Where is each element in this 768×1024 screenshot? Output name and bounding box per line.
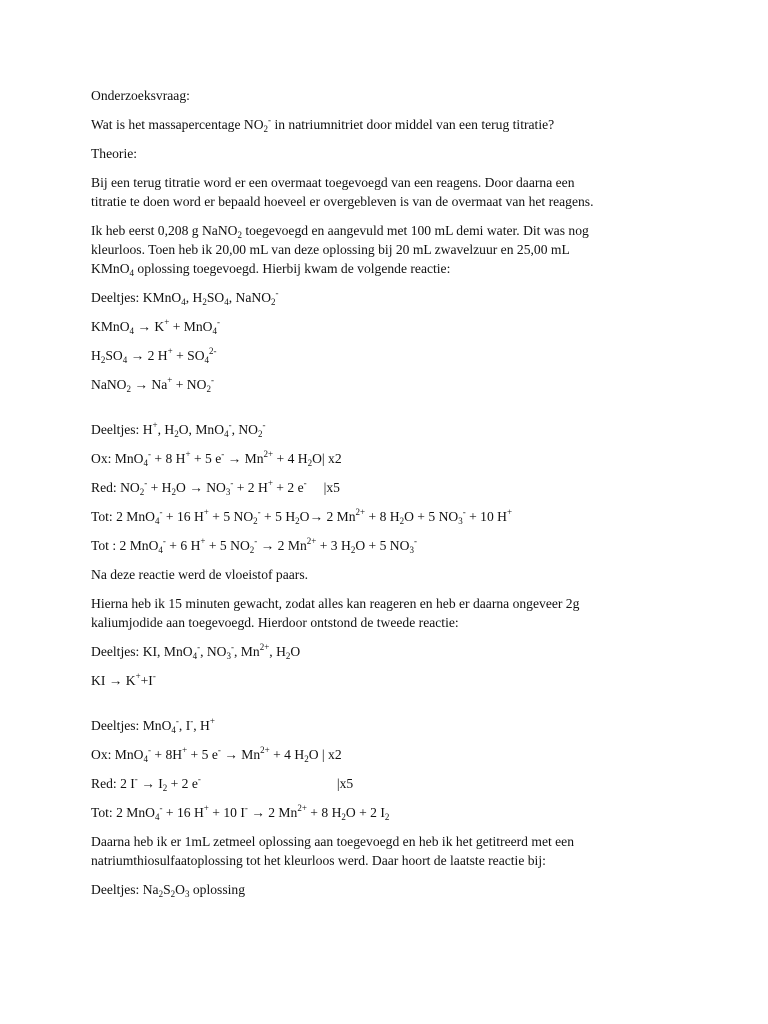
text-run: toegevoegd en aangevuld met 100 mL demi water. Dit was nog	[241, 223, 589, 238]
text-run: + SO	[172, 348, 205, 363]
superscript: 2+	[260, 745, 270, 755]
text-run: + 8 H	[151, 451, 186, 466]
particles-line	[91, 420, 691, 439]
subscript: 2	[384, 812, 390, 822]
superscript: -	[148, 449, 151, 459]
text-run: Deeltjes: Na	[91, 882, 159, 897]
procedure-line	[91, 832, 691, 851]
theory-line	[91, 173, 691, 192]
text-run: |x5	[306, 480, 340, 495]
text-run: O | x2	[308, 747, 342, 762]
text-run: → 2 H	[127, 348, 168, 363]
text-run: , H	[269, 644, 286, 659]
text-run: → K	[134, 319, 165, 334]
superscript: +	[152, 420, 158, 430]
research-question	[91, 115, 691, 134]
text-run: Red: 2 I	[91, 776, 135, 791]
oxidation-equation	[91, 745, 691, 764]
subscript: 4	[224, 297, 229, 307]
text-run: + MnO	[169, 319, 213, 334]
superscript: +	[164, 317, 170, 327]
particles-line	[91, 642, 691, 661]
superscript: -	[134, 774, 138, 784]
subscript: 3	[458, 516, 463, 526]
subscript: 4	[155, 812, 160, 822]
procedure-line	[91, 851, 691, 870]
superscript: -	[159, 803, 163, 813]
superscript: +	[209, 716, 215, 726]
subscript: 4	[143, 458, 148, 468]
text-run: + NO	[172, 377, 207, 392]
text-run: Theorie:	[91, 146, 138, 161]
text-run: + 8 H	[306, 805, 342, 820]
superscript: -	[268, 115, 272, 125]
text-run: S	[163, 882, 171, 897]
subscript: 2	[304, 754, 309, 764]
procedure-line	[91, 240, 691, 259]
subscript: 2	[202, 297, 207, 307]
subscript: 2	[174, 429, 179, 439]
superscript: +	[267, 478, 273, 488]
superscript: -	[462, 507, 466, 517]
text-run: Ox: MnO	[91, 451, 144, 466]
text-run: + 4 H	[269, 747, 305, 762]
superscript: -	[275, 288, 279, 298]
text-run: + 8 H	[365, 509, 400, 524]
subscript: 4	[143, 754, 148, 764]
text-run: , H	[157, 422, 175, 437]
text-run: , NO	[200, 644, 227, 659]
superscript: -	[217, 745, 221, 755]
text-run: + 2 e	[167, 776, 198, 791]
superscript: 2+	[263, 449, 274, 459]
heading-theory	[91, 144, 691, 163]
total-equation	[91, 507, 691, 526]
subscript: 4	[171, 725, 176, 735]
text-run: in natriumnitriet door middel van een terug titratie?	[271, 117, 555, 132]
text-run: Ox: MnO	[91, 747, 144, 762]
equation-line	[91, 375, 691, 394]
subscript: 2	[100, 355, 106, 365]
text-run: O→ 2 Mn	[299, 509, 356, 524]
subscript: 2	[158, 889, 164, 899]
text-run: , I	[178, 718, 191, 733]
text-run: titratie te doen word er bepaald hoeveel er overgebleven is van de overmaat van het reagens.	[91, 194, 594, 209]
text-run: + 5 NO	[205, 538, 250, 553]
subscript: 4	[224, 429, 229, 439]
superscript: -	[210, 375, 214, 385]
text-run: Tot: 2 MnO	[91, 805, 155, 820]
subscript: 4	[181, 297, 186, 307]
superscript: +	[507, 507, 513, 517]
subscript: 2	[237, 230, 242, 240]
text-run: kleurloos. Toen heb ik 20,00 mL van deze oplossing bij 20 mL zwavelzuur en 25,00 mL	[91, 242, 570, 257]
text-run: KMnO	[91, 261, 130, 276]
text-run: + 2 H	[233, 480, 268, 495]
particles-line	[91, 288, 691, 307]
subscript: 4	[155, 516, 160, 526]
subscript: 2	[206, 384, 211, 394]
superscript: -	[221, 449, 225, 459]
text-run: SO	[105, 348, 123, 363]
subscript: 2	[171, 487, 176, 497]
superscript: -	[148, 745, 151, 755]
superscript: 2+	[355, 507, 366, 517]
text-run: + 5 e	[190, 451, 222, 466]
superscript: -	[303, 478, 307, 488]
particles-line	[91, 880, 691, 899]
subscript: 3	[184, 889, 190, 899]
blank-line	[91, 404, 691, 420]
superscript: -	[230, 478, 234, 488]
superscript: +	[135, 671, 141, 681]
subscript: 4	[122, 355, 128, 365]
text-run: + 5 H	[260, 509, 296, 524]
theory-line	[91, 192, 691, 211]
subscript: 4	[129, 326, 135, 336]
subscript: 2	[307, 458, 313, 468]
procedure-line	[91, 613, 691, 632]
subscript: 2	[249, 545, 255, 555]
text-run: + 5 e	[187, 747, 218, 762]
superscript: +	[200, 536, 206, 546]
superscript: -	[197, 774, 201, 784]
subscript: 2	[285, 651, 291, 661]
subscript: 4	[158, 545, 163, 555]
subscript: 4	[212, 326, 217, 336]
text-run: |x5	[200, 776, 354, 791]
superscript: -	[159, 507, 163, 517]
equation-line	[91, 346, 691, 365]
subscript: 2	[162, 783, 168, 793]
observation-line	[91, 565, 691, 584]
text-run: → 2 Mn	[257, 538, 307, 553]
superscript: -	[152, 671, 156, 681]
text-run: oplossing	[189, 882, 245, 897]
superscript: +	[203, 803, 209, 813]
text-run: + 16 H	[162, 509, 204, 524]
heading-research-question	[91, 86, 691, 105]
text-run: + 3 H	[316, 538, 351, 553]
superscript: -	[413, 536, 417, 546]
text-run: Deeltjes: KI, MnO	[91, 644, 193, 659]
subscript: 3	[409, 545, 414, 555]
text-run: O	[290, 644, 301, 659]
text-run: + 16 H	[162, 805, 204, 820]
text-run: SO	[206, 290, 225, 305]
text-run: O + 5 NO	[355, 538, 410, 553]
superscript: -	[190, 716, 194, 726]
text-run: , Mn	[234, 644, 260, 659]
text-run: O + 5 NO	[404, 509, 459, 524]
superscript: -	[231, 642, 234, 652]
subscript: 2	[399, 516, 405, 526]
subscript: 2	[263, 124, 269, 134]
superscript: +	[203, 507, 209, 517]
text-run: Tot : 2 MnO	[91, 538, 159, 553]
subscript: 4	[192, 651, 198, 661]
superscript: 2+	[259, 642, 270, 652]
superscript: -	[162, 536, 166, 546]
subscript: 2	[139, 487, 145, 497]
text-run: Tot: 2 MnO	[91, 509, 155, 524]
text-run: → 2 Mn	[247, 805, 298, 820]
procedure-line	[91, 594, 691, 613]
text-run: KI → K	[91, 673, 136, 688]
text-run: → Na	[131, 377, 168, 392]
text-run: + 5 NO	[208, 509, 254, 524]
subscript: 2	[295, 516, 300, 526]
text-run: NaNO	[91, 377, 127, 392]
text-run: + 10 H	[465, 509, 507, 524]
superscript: -	[197, 642, 201, 652]
text-run: + 10 I	[208, 805, 245, 820]
text-run: + 2 e	[272, 480, 304, 495]
superscript: 2+	[297, 803, 307, 813]
text-run: , H	[193, 718, 210, 733]
text-run: O → NO	[176, 480, 226, 495]
text-run: Bij een terug titratie word er een overmaat toegevoegd van een reagens. Door daarna een	[91, 175, 575, 190]
text-run: Onderzoeksvraag:	[91, 88, 190, 103]
subscript: 2	[253, 516, 258, 526]
text-run: natriumthiosulfaatoplossing tot het kleurloos werd. Daar hoort de laatste reactie bij:	[91, 853, 546, 868]
text-run: , NaNO	[228, 290, 272, 305]
equation-line	[91, 671, 691, 690]
oxidation-equation	[91, 449, 691, 468]
text-run: Wat is het massapercentage NO	[91, 117, 264, 132]
text-run: O| x2	[312, 451, 342, 466]
text-run: O, MnO	[178, 422, 225, 437]
text-run: Hierna heb ik 15 minuten gewacht, zodat alles kan reageren en heb er daarna ongeveer 2g	[91, 596, 580, 611]
superscript: -	[228, 420, 232, 430]
superscript: -	[175, 716, 179, 726]
text-run: KMnO	[91, 319, 130, 334]
text-run: Na deze reactie werd de vloeistof paars.	[91, 567, 309, 582]
text-run: , H	[185, 290, 203, 305]
text-run: +I	[140, 673, 153, 688]
reduction-equation	[91, 774, 691, 793]
text-run: → Mn	[220, 747, 261, 762]
reduction-equation	[91, 478, 691, 497]
superscript: -	[262, 420, 266, 430]
blank-line	[91, 700, 691, 716]
procedure-line	[91, 259, 691, 278]
superscript: +	[185, 449, 191, 459]
text-run: + 8H	[151, 747, 183, 762]
text-run: O + 2 I	[345, 805, 385, 820]
text-run: kaliumjodide aan toegevoegd. Hierdoor ontstond de tweede reactie:	[91, 615, 459, 630]
equation-line	[91, 317, 691, 336]
text-run: + 6 H	[165, 538, 201, 553]
text-run: Deeltjes: KMnO	[91, 290, 182, 305]
subscript: 2	[170, 889, 176, 899]
text-run: Deeltjes: MnO	[91, 718, 172, 733]
subscript: 2	[350, 545, 356, 555]
text-run: + H	[147, 480, 172, 495]
superscript: -	[244, 803, 248, 813]
subscript: 3	[226, 651, 231, 661]
total-equation	[91, 536, 691, 555]
subscript: 3	[225, 487, 231, 497]
document-page	[91, 86, 691, 899]
superscript: +	[167, 375, 173, 385]
superscript: -	[254, 536, 258, 546]
text-run: → I	[137, 776, 163, 791]
text-run: O	[175, 882, 185, 897]
text-run: H	[91, 348, 101, 363]
superscript: 2+	[306, 536, 317, 546]
subscript: 2	[271, 297, 276, 307]
text-run: Deeltjes: H	[91, 422, 153, 437]
superscript: -	[217, 317, 220, 327]
subscript: 2	[126, 384, 131, 394]
superscript: -	[257, 507, 261, 517]
text-run: , NO	[231, 422, 258, 437]
superscript: +	[182, 745, 188, 755]
subscript: 4	[204, 355, 210, 365]
superscript: 2-	[209, 346, 217, 356]
superscript: +	[167, 346, 173, 356]
superscript: -	[144, 478, 148, 488]
subscript: 2	[258, 429, 263, 439]
subscript: 2	[341, 812, 346, 822]
text-run: → Mn	[224, 451, 264, 466]
total-equation	[91, 803, 691, 822]
text-run: Ik heb eerst 0,208 g NaNO	[91, 223, 238, 238]
subscript: 4	[129, 268, 135, 278]
text-run: Daarna heb ik er 1mL zetmeel oplossing aan toegevoegd en heb ik het getitreerd met een	[91, 834, 575, 849]
particles-line	[91, 716, 691, 735]
text-run: oplossing toegevoegd. Hierbij kwam de volgende reactie:	[134, 261, 451, 276]
text-run: + 4 H	[273, 451, 308, 466]
procedure-line	[91, 221, 691, 240]
text-run: Red: NO	[91, 480, 140, 495]
